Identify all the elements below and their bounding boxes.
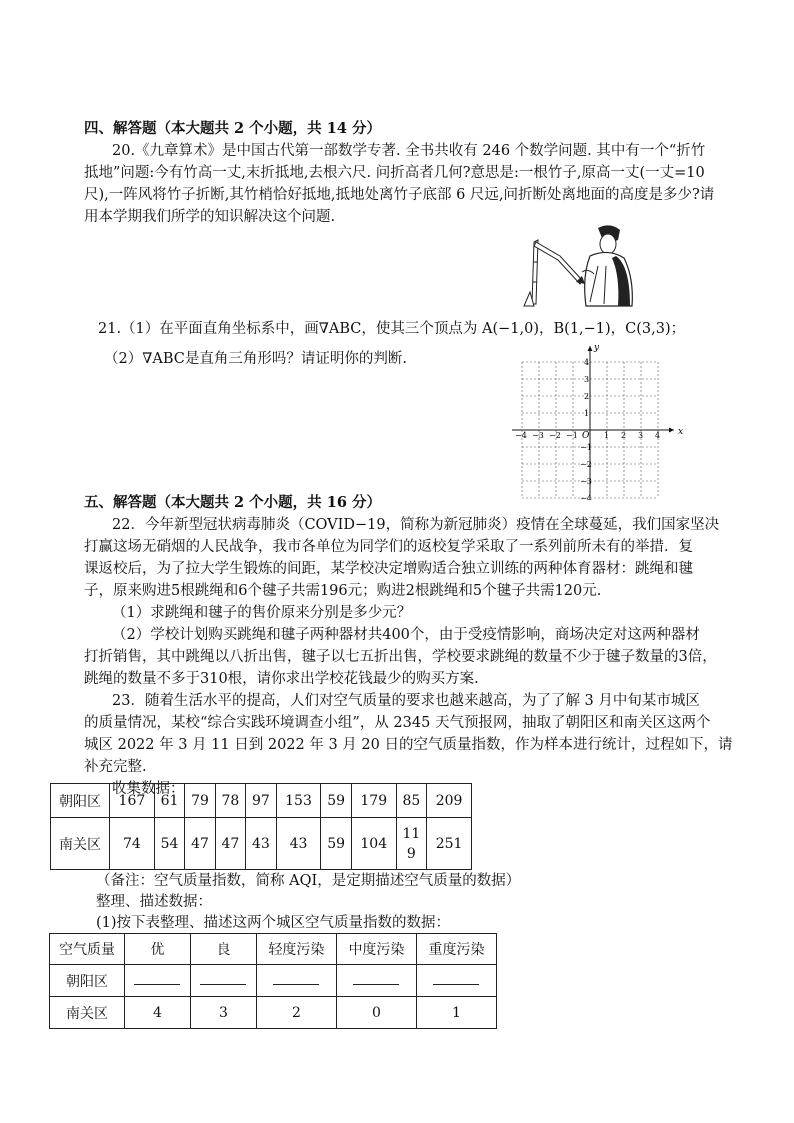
y-tick: 3: [584, 375, 590, 384]
y-tick: −3: [580, 477, 592, 486]
x-tick: 1: [604, 431, 610, 440]
table-cell: 251: [427, 818, 472, 870]
split-value-top: 11: [402, 825, 421, 842]
table-cell: 167: [110, 784, 155, 818]
table-cell: 2: [256, 997, 336, 1029]
y-tick: 2: [584, 392, 590, 401]
table-row: [50, 965, 497, 997]
table-cell: [396, 818, 426, 870]
table-cell: 1: [416, 997, 496, 1029]
column-header: 中度污染: [336, 934, 416, 965]
answer-blank[interactable]: [125, 965, 191, 997]
collect-label: 收集数据：: [112, 781, 185, 797]
q23-line3: 城区 2022 年 3 月 11 日到 2022 年 3 月 20 日的空气质量指数，作为样本进行统计，过程如下，请: [84, 737, 733, 753]
table-cell: 153: [276, 784, 321, 818]
organize-label: 整理、描述数据：: [96, 894, 212, 910]
q22-sub2-line3: 跳绳的数量不多于310根，请你求出学校花钱最少的购买方案.: [84, 671, 479, 687]
q20-line1: 20.《九章算术》是中国古代第一部数学专著. 全书共收有 246 个数学问题. 其中有一个“折竹: [112, 143, 706, 159]
q22-line3: 课返校后，为了拉大学生锻炼的间距，某学校决定增购适合独立训练的两种体育器材：跳绳和毽: [84, 561, 693, 577]
q20-line4: 用本学期我们所学的知识解决这个问题.: [84, 209, 336, 225]
aqi-grade-table: [49, 933, 497, 1029]
aqi-note: （备注：空气质量指数，简称 AQI，是定期描述空气质量的数据）: [96, 873, 521, 889]
table-cell: 43: [276, 818, 321, 870]
x-tick: −3: [532, 431, 544, 440]
bamboo-scholar-illustration: [520, 222, 638, 308]
column-header: 轻度污染: [256, 934, 336, 965]
column-header: 空气质量: [50, 934, 125, 965]
row-label: 南关区: [51, 818, 110, 870]
table-cell: 61: [154, 784, 184, 818]
q22-sub2-line2: 打折销售，其中跳绳以八折出售，毽子以七五折出售，学校要求跳绳的数量不少于毽子数量的3倍，: [84, 649, 717, 665]
q21-line1: 21.（1）在平面直角坐标系中，画∇ABC，使其三个顶点为 A(−1,0)，B(1,−1)，C(3,3)；: [98, 321, 686, 337]
table-cell: 78: [215, 784, 245, 818]
y-tick: −1: [580, 443, 592, 452]
row-label: 南关区: [50, 997, 125, 1029]
x-tick: −2: [549, 431, 561, 440]
table-cell: 179: [351, 784, 396, 818]
answer-blank[interactable]: [416, 965, 496, 997]
column-header: 优: [125, 934, 191, 965]
column-header: 良: [190, 934, 256, 965]
table-cell: 59: [321, 784, 351, 818]
row-label: 朝阳区: [50, 965, 125, 997]
table-cell: 85: [396, 784, 426, 818]
y-tick: 4: [584, 358, 590, 367]
table-cell: 43: [246, 818, 276, 870]
q22-line4: 子，原来购进5根跳绳和6个毽子共需196元；购进2根跳绳和5个毽子共需120元.: [84, 583, 602, 599]
table-cell: 0: [336, 997, 416, 1029]
row-label: 朝阳区: [51, 784, 110, 818]
q23-line2: 的质量情况，某校“综合实践环境调查小组”，从 2345 天气预报网，抽取了朝阳区和南关区这两个: [84, 715, 711, 731]
table-cell: 59: [321, 818, 351, 870]
x-tick: 2: [621, 431, 627, 440]
q22-line1: 22．今年新型冠状病毒肺炎（COVID−19，简称为新冠肺炎）疫情在全球蔓延，我们国家坚决: [112, 517, 720, 533]
y-tick: 1: [584, 409, 590, 418]
q23-line1: 23．随着生活水平的提高，人们对空气质量的要求也越来越高，为了了解 3 月中旬某市城区: [112, 693, 700, 709]
table-cell: 74: [110, 818, 155, 870]
table-header-row: [50, 934, 497, 965]
x-tick: 3: [638, 431, 644, 440]
table-cell: 104: [351, 818, 396, 870]
q23-line4: 补充完整.: [84, 759, 147, 775]
table-cell: 79: [185, 784, 215, 818]
table-cell: 209: [427, 784, 472, 818]
q20-line2: 抵地”问题:今有竹高一丈,末折抵地,去根六尺. 问折高者几何?意思是:一根竹子,原高一丈(一丈=10: [84, 165, 705, 181]
x-tick: 4: [655, 431, 661, 440]
table-cell: 47: [185, 818, 215, 870]
y-tick: −2: [580, 460, 592, 469]
column-header: 重度污染: [416, 934, 496, 965]
q20-line3: 尺),一阵风将竹子折断,其竹梢恰好抵地,抵地处离竹子底部 6 尺远,问折断处离地面的高度是多少?请: [84, 187, 715, 203]
section4-heading: 四、解答题（本大题共 2 个小题，共 14 分）: [84, 120, 381, 137]
answer-blank[interactable]: [256, 965, 336, 997]
x-tick: −4: [515, 431, 527, 440]
y-tick: −4: [580, 494, 592, 500]
x-tick: −1: [566, 431, 578, 440]
split-value-bottom: 9: [406, 845, 416, 862]
answer-blank[interactable]: [190, 965, 256, 997]
table-cell: 47: [215, 818, 245, 870]
section5-heading: 五、解答题（本大题共 2 个小题，共 16 分）: [84, 494, 381, 511]
q22-line2: 打赢这场无硝烟的人民战争，我市各单位为同学们的返校复学采取了一系列前所未有的举措．复: [84, 539, 693, 555]
coordinate-grid: [508, 340, 684, 500]
table-row: [51, 784, 472, 818]
q22-sub1: （1）求跳绳和毽子的售价原来分别是多少元？: [112, 605, 412, 621]
table-row: [50, 997, 497, 1029]
x-axis-label: x: [678, 427, 684, 437]
organize-sub1: (1)按下表整理、描述这两个城区空气质量指数的数据：: [96, 915, 451, 931]
table-cell: 97: [246, 784, 276, 818]
aqi-raw-table: [50, 783, 472, 870]
answer-blank[interactable]: [336, 965, 416, 997]
y-axis-label: y: [594, 343, 600, 353]
table-cell: 3: [190, 997, 256, 1029]
q21-line2: （2）∇ABC是直角三角形吗？请证明你的判断.: [104, 351, 407, 367]
q22-sub2-line1: （2）学校计划购买跳绳和毽子两种器材共400个，由于受疫情影响，商场决定对这两种器材: [112, 627, 700, 643]
table-cell: 54: [154, 818, 184, 870]
table-row: [51, 818, 472, 870]
table-cell: 4: [125, 997, 191, 1029]
origin-label: O: [582, 431, 590, 441]
